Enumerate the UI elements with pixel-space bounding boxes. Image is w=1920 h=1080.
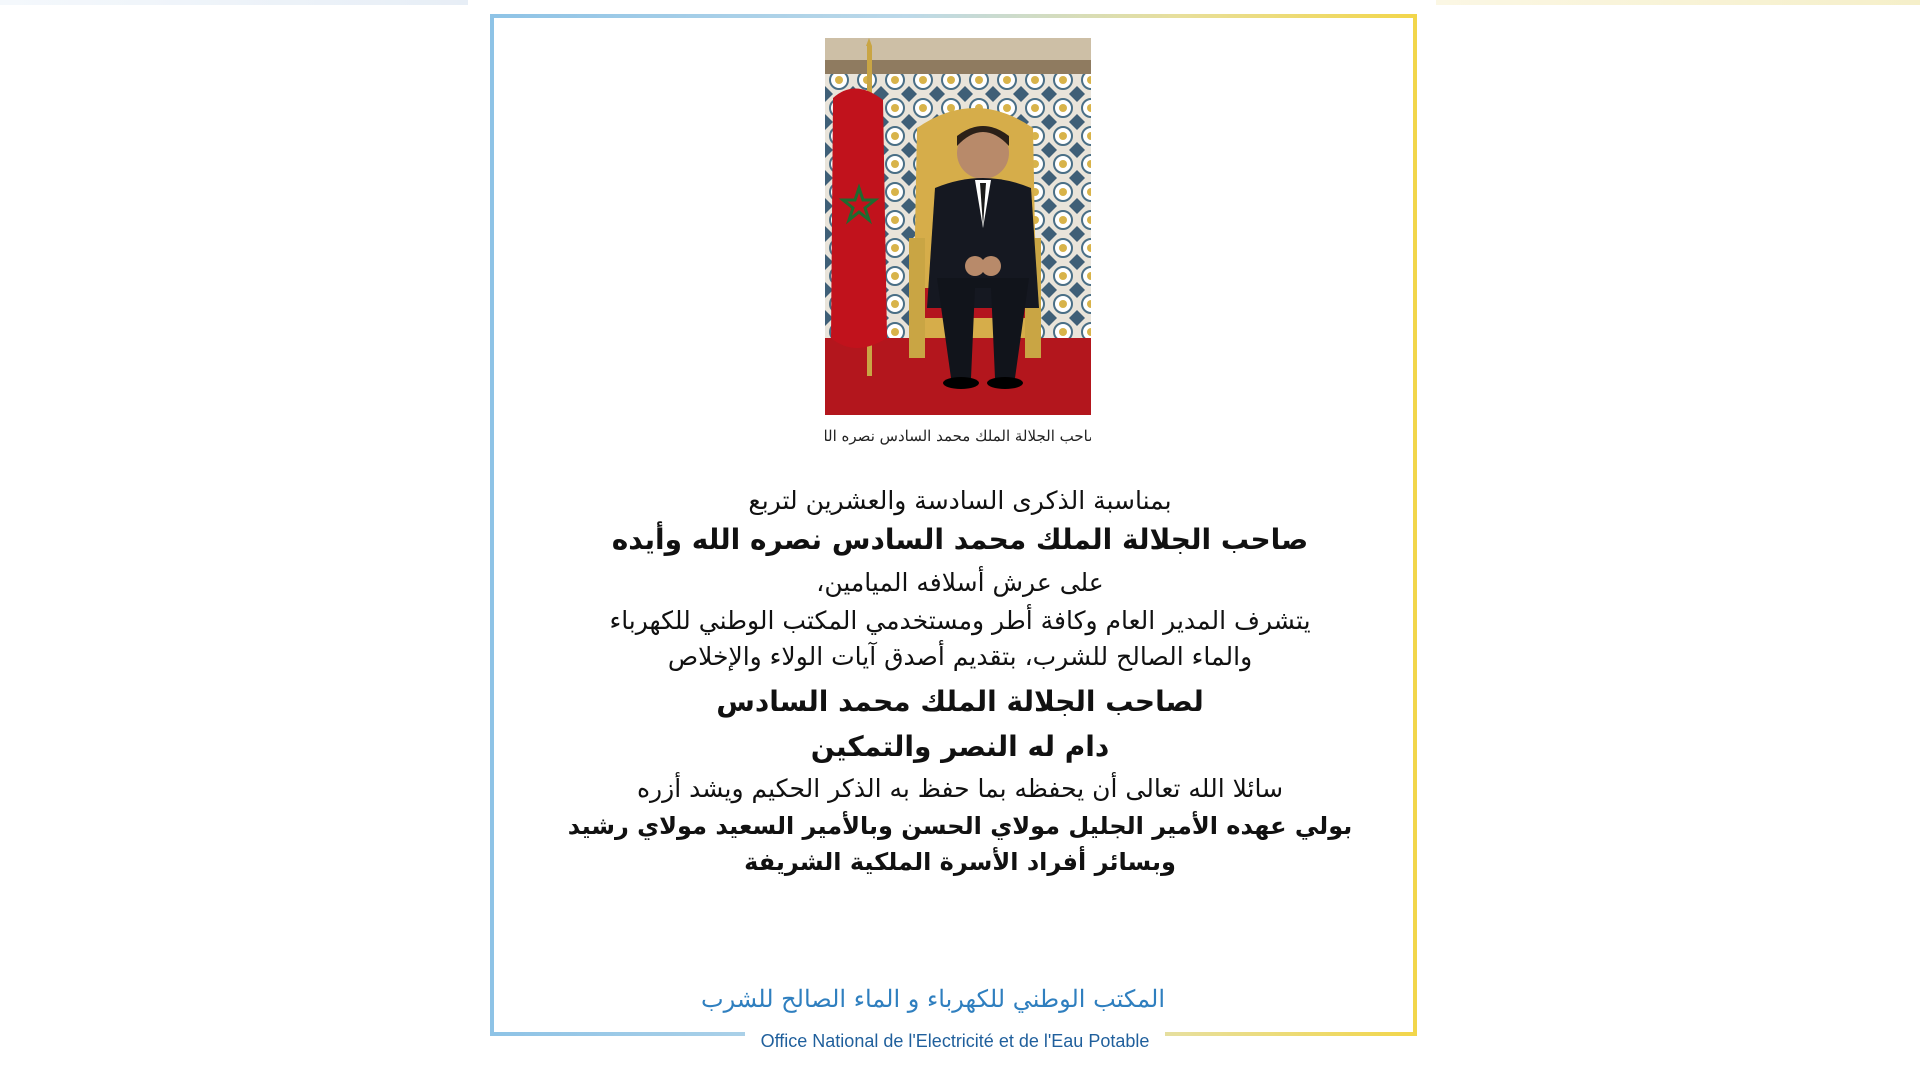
- top-decoration-left: [0, 0, 468, 5]
- message-line-1: بمناسبة الذكرى السادسة والعشرين لتربع: [748, 486, 1172, 515]
- royal-portrait: [825, 38, 1091, 415]
- logo-french-name: Office National de l'Electricité et de l'Eau Potable: [760, 1031, 1150, 1051]
- logo-arabic-name: المكتب الوطني للكهرباء و الماء الصالح للشرب: [701, 985, 1165, 1013]
- message-line-5: والماء الصالح للشرب، بتقديم أصدق آيات الولاء والإخلاص: [667, 642, 1253, 671]
- message-line-2: صاحب الجلالة الملك محمد السادس نصره الله وأيده: [611, 523, 1309, 556]
- message-line-8: سائلا الله تعالى أن يحفظه بما حفظ به الذكر الحكيم ويشد أزره: [636, 774, 1284, 803]
- portrait-calligraphy-caption: [825, 420, 1091, 450]
- top-decoration-right: [1436, 0, 1920, 5]
- message-line-6: لصاحب الجلالة الملك محمد السادس: [716, 685, 1204, 718]
- message-line-3: على عرش أسلافه الميامين،: [816, 568, 1104, 597]
- message-line-10: وبسائر أفراد الأسرة الملكية الشريفة: [744, 848, 1176, 876]
- message-line-9: بولي عهده الأمير الجليل مولاي الحسن وبالأمير السعيد مولاي رشيد: [567, 812, 1353, 840]
- message-line-4: يتشرف المدير العام وكافة أطر ومستخدمي المكتب الوطني للكهرباء: [609, 606, 1311, 635]
- message-line-7: دام له النصر والتمكين: [810, 730, 1110, 763]
- portrait-illustration: [825, 38, 1091, 415]
- caption-text: صاحب الجلالة الملك محمد السادس نصره الله: [825, 427, 1091, 445]
- onee-logo: [701, 985, 1165, 1075]
